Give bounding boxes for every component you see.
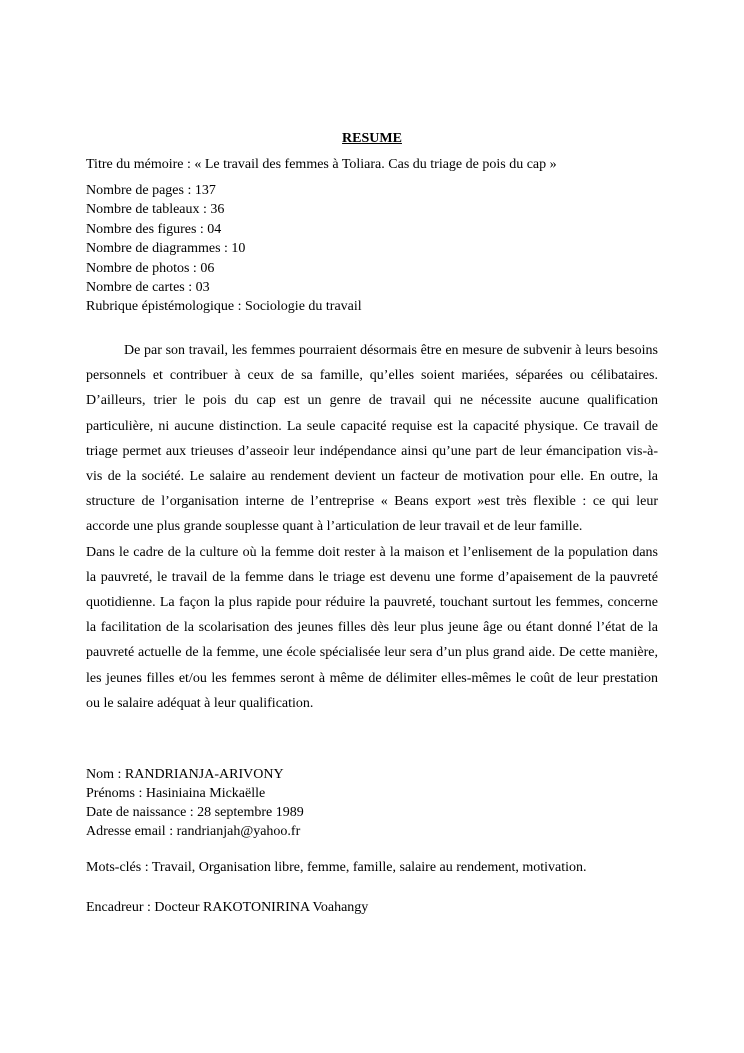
metadata-photos: Nombre de photos : 06 (86, 260, 215, 276)
author-name: Nom : RANDRIANJA-ARIVONY (86, 767, 284, 782)
metadata-diagrams: Nombre de diagrammes : 10 (86, 241, 246, 257)
supervisor: Encadreur : Docteur RAKOTONIRINA Voahangy (86, 900, 369, 915)
metadata-rubric: Rubrique épistémologique : Sociologie du travail (86, 299, 362, 315)
page-title: RESUME (342, 131, 402, 146)
metadata-pages: Nombre de pages : 137 (86, 183, 216, 198)
author-first-names: Prénoms : Hasiniaina Mickaëlle (86, 786, 266, 801)
metadata-list (86, 181, 676, 317)
metadata-tables: Nombre de tableaux : 36 (86, 202, 225, 218)
author-info (86, 765, 676, 841)
author-email: Adresse email : randrianjah@yahoo.fr (86, 824, 301, 839)
author-birth-date: Date de naissance : 28 septembre 1989 (86, 805, 304, 820)
abstract-paragraph-2: Dans le cadre de la culture où la femme doit rester à la maison et l’enlisement de la population dans la pauvreté, le travail de la femme dans le triage est devenu une forme d’apaisement de la pauvreté quotidienne. La façon la plus rapide pour réduire la pauvreté, touchant surtout les femmes, concerne la facilitation de la scolarisation des jeunes filles dès leur plus jeune âge ou étant donné l’état de la pauvreté actuelle de la femme, une école spécialisée leur sera d’un plus grand aide. De cette manière, les jeunes filles et/ou les femmes seront à même de délimiter elles-mêmes le coût de leur prestation ou le salaire adéquat à leur qualification. (86, 544, 658, 711)
keywords: Mots-clés : Travail, Organisation libre, femme, famille, salaire au rendement, motivation. (86, 860, 587, 875)
memoir-title: Titre du mémoire : « Le travail des femmes à Toliara. Cas du triage de pois du cap » (86, 157, 557, 172)
metadata-figures: Nombre des figures : 04 (86, 221, 222, 237)
abstract-body (86, 338, 658, 716)
abstract-paragraph-1: De par son travail, les femmes pourraient désormais être en mesure de subvenir à leurs besoins personnels et contribuer à ceux de sa famille, qu’elles soient mariées, séparées ou célibataires. D’ailleurs, trier le pois du cap est un genre de travail qui ne nécessite aucune qualification particulière, ni aucune distinction. La seule capacité requise est la capacité physique. Ce travail de triage permet aux trieuses d’asseoir leur indépendance ainsi qu’une part de leur émancipation vis-à-vis de la société. Le salaire au rendement devient un facteur de motivation pour elle. En outre, la structure de l’organisation interne de l’entreprise « Beans export »est très flexible : ce qui leur accorde une plus grande souplesse quant à l’articulation de leur travail et de leur famille. (86, 343, 658, 535)
metadata-maps: Nombre de cartes : 03 (86, 280, 210, 296)
